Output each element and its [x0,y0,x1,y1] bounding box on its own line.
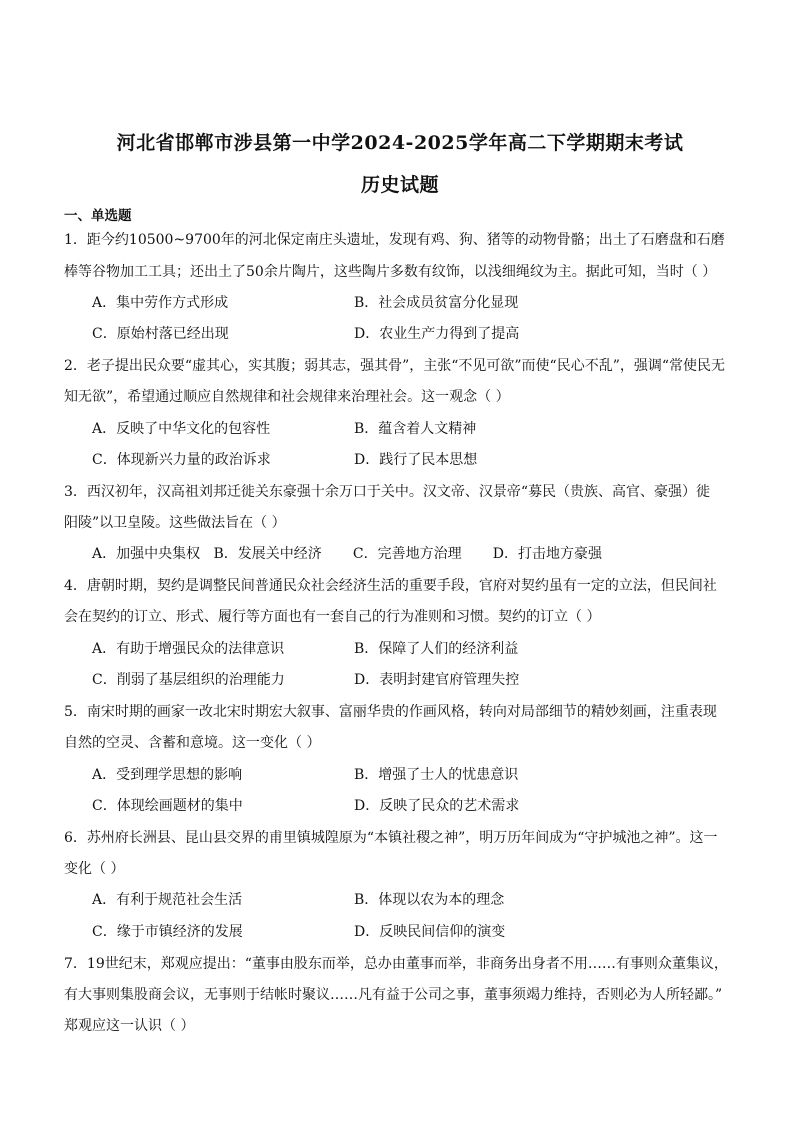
question-5-line-2: 自然的空灵、含蓄和意境。这一变化（ ） [64,735,321,751]
question-5-option-c: C．体现绘画题材的集中 [92,798,243,814]
question-4-line-2: 会在契约的订立、形式、履行等方面也有一套自己的行为准则和习惯。契约的订立（ ） [64,609,601,625]
question-2-option-d: D．践行了民本思想 [354,452,478,468]
question-5-option-b: B．增强了士人的忧患意识 [354,767,519,783]
question-4-option-b: B．保障了人们的经济利益 [354,641,519,657]
question-7-line-2: 有大事则集股商会议，无事则于结帐时聚议……凡有益于公司之事，董事须竭力维持，否则必为人所轻鄙。” [64,987,723,1003]
question-5-line-1: 5．南宋时期的画家一改北宋时期宏大叙事、富丽华贵的作画风格，转向对局部细节的精妙刻画，注重表现 [64,704,717,720]
question-2-line-1: 2．老子提出民众要“虚其心，实其腹；弱其志，强其骨”，主张“不见可欲”而使“民心不乱”，强调“常使民无 [64,358,726,374]
question-1-option-a: A．集中劳作方式形成 [92,295,229,311]
question-6-option-d: D．反映民间信仰的演变 [354,924,506,940]
question-7-line-1: 7．19世纪末，郑观应提出：“董事由股东而举，总办由董事而举，非商务出身者不用……有事则众董集议， [64,956,728,972]
question-5-option-d: D．反映了民众的艺术需求 [354,798,520,814]
exam-subtitle: 历史试题 [360,174,439,196]
question-4-option-c: C．削弱了基层组织的治理能力 [92,672,285,688]
question-6-option-c: C．缘于市镇经济的发展 [92,924,243,940]
question-2-option-c: C．体现新兴力量的政治诉求 [92,452,271,468]
question-3-line-2: 阳陵”以卫皇陵。这些做法旨在（ ） [64,515,286,531]
question-3-options: A．加强中央集权 B．发展关中经济 C．完善地方治理 D．打击地方豪强 [92,546,602,562]
question-2-option-b: B．蕴含着人文精神 [354,421,477,437]
question-1-option-c: C．原始村落已经出现 [92,326,229,342]
question-3-line-1: 3．西汉初年，汉高祖刘邦迁徙关东豪强十余万口于关中。汉文帝、汉景帝“募民（贵族、高官、豪强）徙 [64,484,711,500]
question-1-line-2: 棒等谷物加工工具；还出土了50余片陶片，这些陶片多数有纹饰，以浅细绳纹为主。据此可知，当时（ ） [64,264,717,280]
question-6-option-b: B．体现以农为本的理念 [354,892,505,908]
question-6-option-a: A．有利于规范社会生活 [92,892,243,908]
section-heading: 一、单选题 [64,208,132,224]
question-4-option-a: A．有助于增强民众的法律意识 [92,641,285,657]
question-7-line-3: 郑观应这一认识（ ） [64,1018,195,1034]
question-6-line-1: 6．苏州府长洲县、昆山县交界的甫里镇城隍原为“本镇社稷之神”，明万历年间成为“守护城池之神”。这一 [64,830,718,846]
question-2-option-a: A．反映了中华文化的包容性 [92,421,271,437]
question-4-line-1: 4．唐朝时期，契约是调整民间普通民众社会经济生活的重要手段，官府对契约虽有一定的立法，但民间社 [64,578,717,594]
question-1-option-d: D．农业生产力得到了提高 [354,326,520,342]
question-5-option-a: A．受到理学思想的影响 [92,767,243,783]
question-1-option-b: B．社会成员贫富分化显现 [354,295,519,311]
question-2-line-2: 知无欲”，希望通过顺应自然规律和社会规律来治理社会。这一观念（ ） [64,389,510,405]
question-4-option-d: D．表明封建官府管理失控 [354,672,520,688]
question-6-line-2: 变化（ ） [64,861,125,877]
exam-title: 河北省邯郸市涉县第一中学2024-2025学年高二下学期期末考试 [116,132,684,154]
question-1-line-1: 1．距今约10500~9700年的河北保定南庄头遗址，发现有鸡、狗、猪等的动物骨骼；出土了石磨盘和石磨 [64,232,725,248]
